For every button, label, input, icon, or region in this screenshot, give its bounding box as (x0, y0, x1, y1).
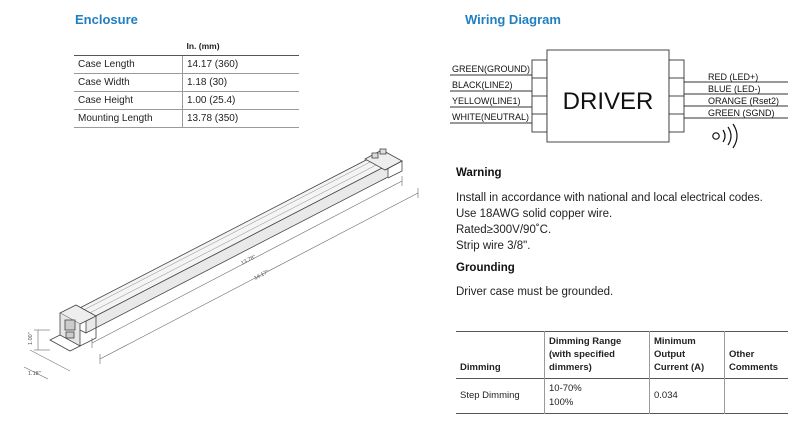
dimming-range-value: 100% (549, 397, 574, 408)
enclosure-unit-header: In. (mm) (183, 36, 300, 56)
wire-label-right: GREEN (SGND) (708, 108, 775, 118)
wire-label-left: GREEN(GROUND) (452, 64, 530, 74)
dimming-range (545, 379, 650, 414)
enclosure-row-label: Case Length (74, 56, 183, 74)
grounding-title: Grounding (456, 262, 515, 274)
enclosure-row (74, 74, 299, 92)
dimming-type: Step Dimming (460, 390, 520, 401)
table-row (456, 379, 788, 414)
other-comments (725, 379, 789, 414)
enclosure-row (74, 110, 299, 128)
dim-width-label: 1.18" (28, 371, 41, 377)
min-output-current: 0.034 (650, 379, 725, 414)
enclosure-row-value: 13.78 (350) (183, 110, 300, 128)
enclosure-row-value: 1.18 (30) (183, 74, 300, 92)
col-header-dimming: Dimming (460, 362, 501, 373)
wire-label-right: RED (LED+) (708, 72, 759, 82)
dimming-header-row (456, 332, 788, 379)
enclosure-row (74, 56, 299, 74)
enclosure-title: Enclosure (75, 12, 138, 27)
warning-title: Warning (456, 167, 502, 179)
wireless-signal-icon (713, 124, 737, 148)
wiring-title: Wiring Diagram (465, 12, 561, 27)
col-header-current: Minimum Output Current (A) (650, 332, 725, 379)
dim-long2-label: 14.17" (253, 269, 270, 282)
enclosure-row-label: Case Width (74, 74, 183, 92)
col-header-range: Dimming Range (with specified dimmers) (545, 332, 650, 379)
enclosure-row-value: 14.17 (360) (183, 56, 300, 74)
col-header-comments: Other Comments (725, 332, 789, 379)
grounding-text: Driver case must be grounded. (456, 286, 614, 298)
dimming-table (456, 331, 788, 414)
warning-line: Install in accordance with national and local electrical codes. (456, 192, 763, 204)
warning-line: Rated≥300V/90˚C. (456, 224, 552, 236)
dimming-range-value: 10-70% (549, 383, 582, 394)
dim-height-label: 1.00" (28, 332, 34, 345)
enclosure-row (74, 92, 299, 110)
wiring-diagram (450, 42, 795, 157)
warning-line: Use 18AWG solid copper wire. (456, 208, 613, 220)
wire-label-left: YELLOW(LINE1) (452, 96, 521, 106)
wire-label-right: BLUE (LED-) (708, 84, 761, 94)
enclosure-row-value: 1.00 (25.4) (183, 92, 300, 110)
driver-case-drawing (10, 135, 440, 395)
driver-label: DRIVER (562, 88, 654, 115)
enclosure-table (74, 36, 299, 128)
wire-label-left: WHITE(NEUTRAL) (452, 112, 529, 122)
enclosure-row-label: Mounting Length (74, 110, 183, 128)
dim-long-label: 13.78" (240, 254, 257, 267)
warning-text (456, 190, 763, 254)
wire-label-left: BLACK(LINE2) (452, 80, 513, 90)
warning-line: Strip wire 3/8". (456, 240, 531, 252)
wire-label-right: ORANGE (Rset2) (708, 96, 780, 106)
enclosure-row-label: Case Height (74, 92, 183, 110)
enclosure-header-row (74, 36, 299, 56)
